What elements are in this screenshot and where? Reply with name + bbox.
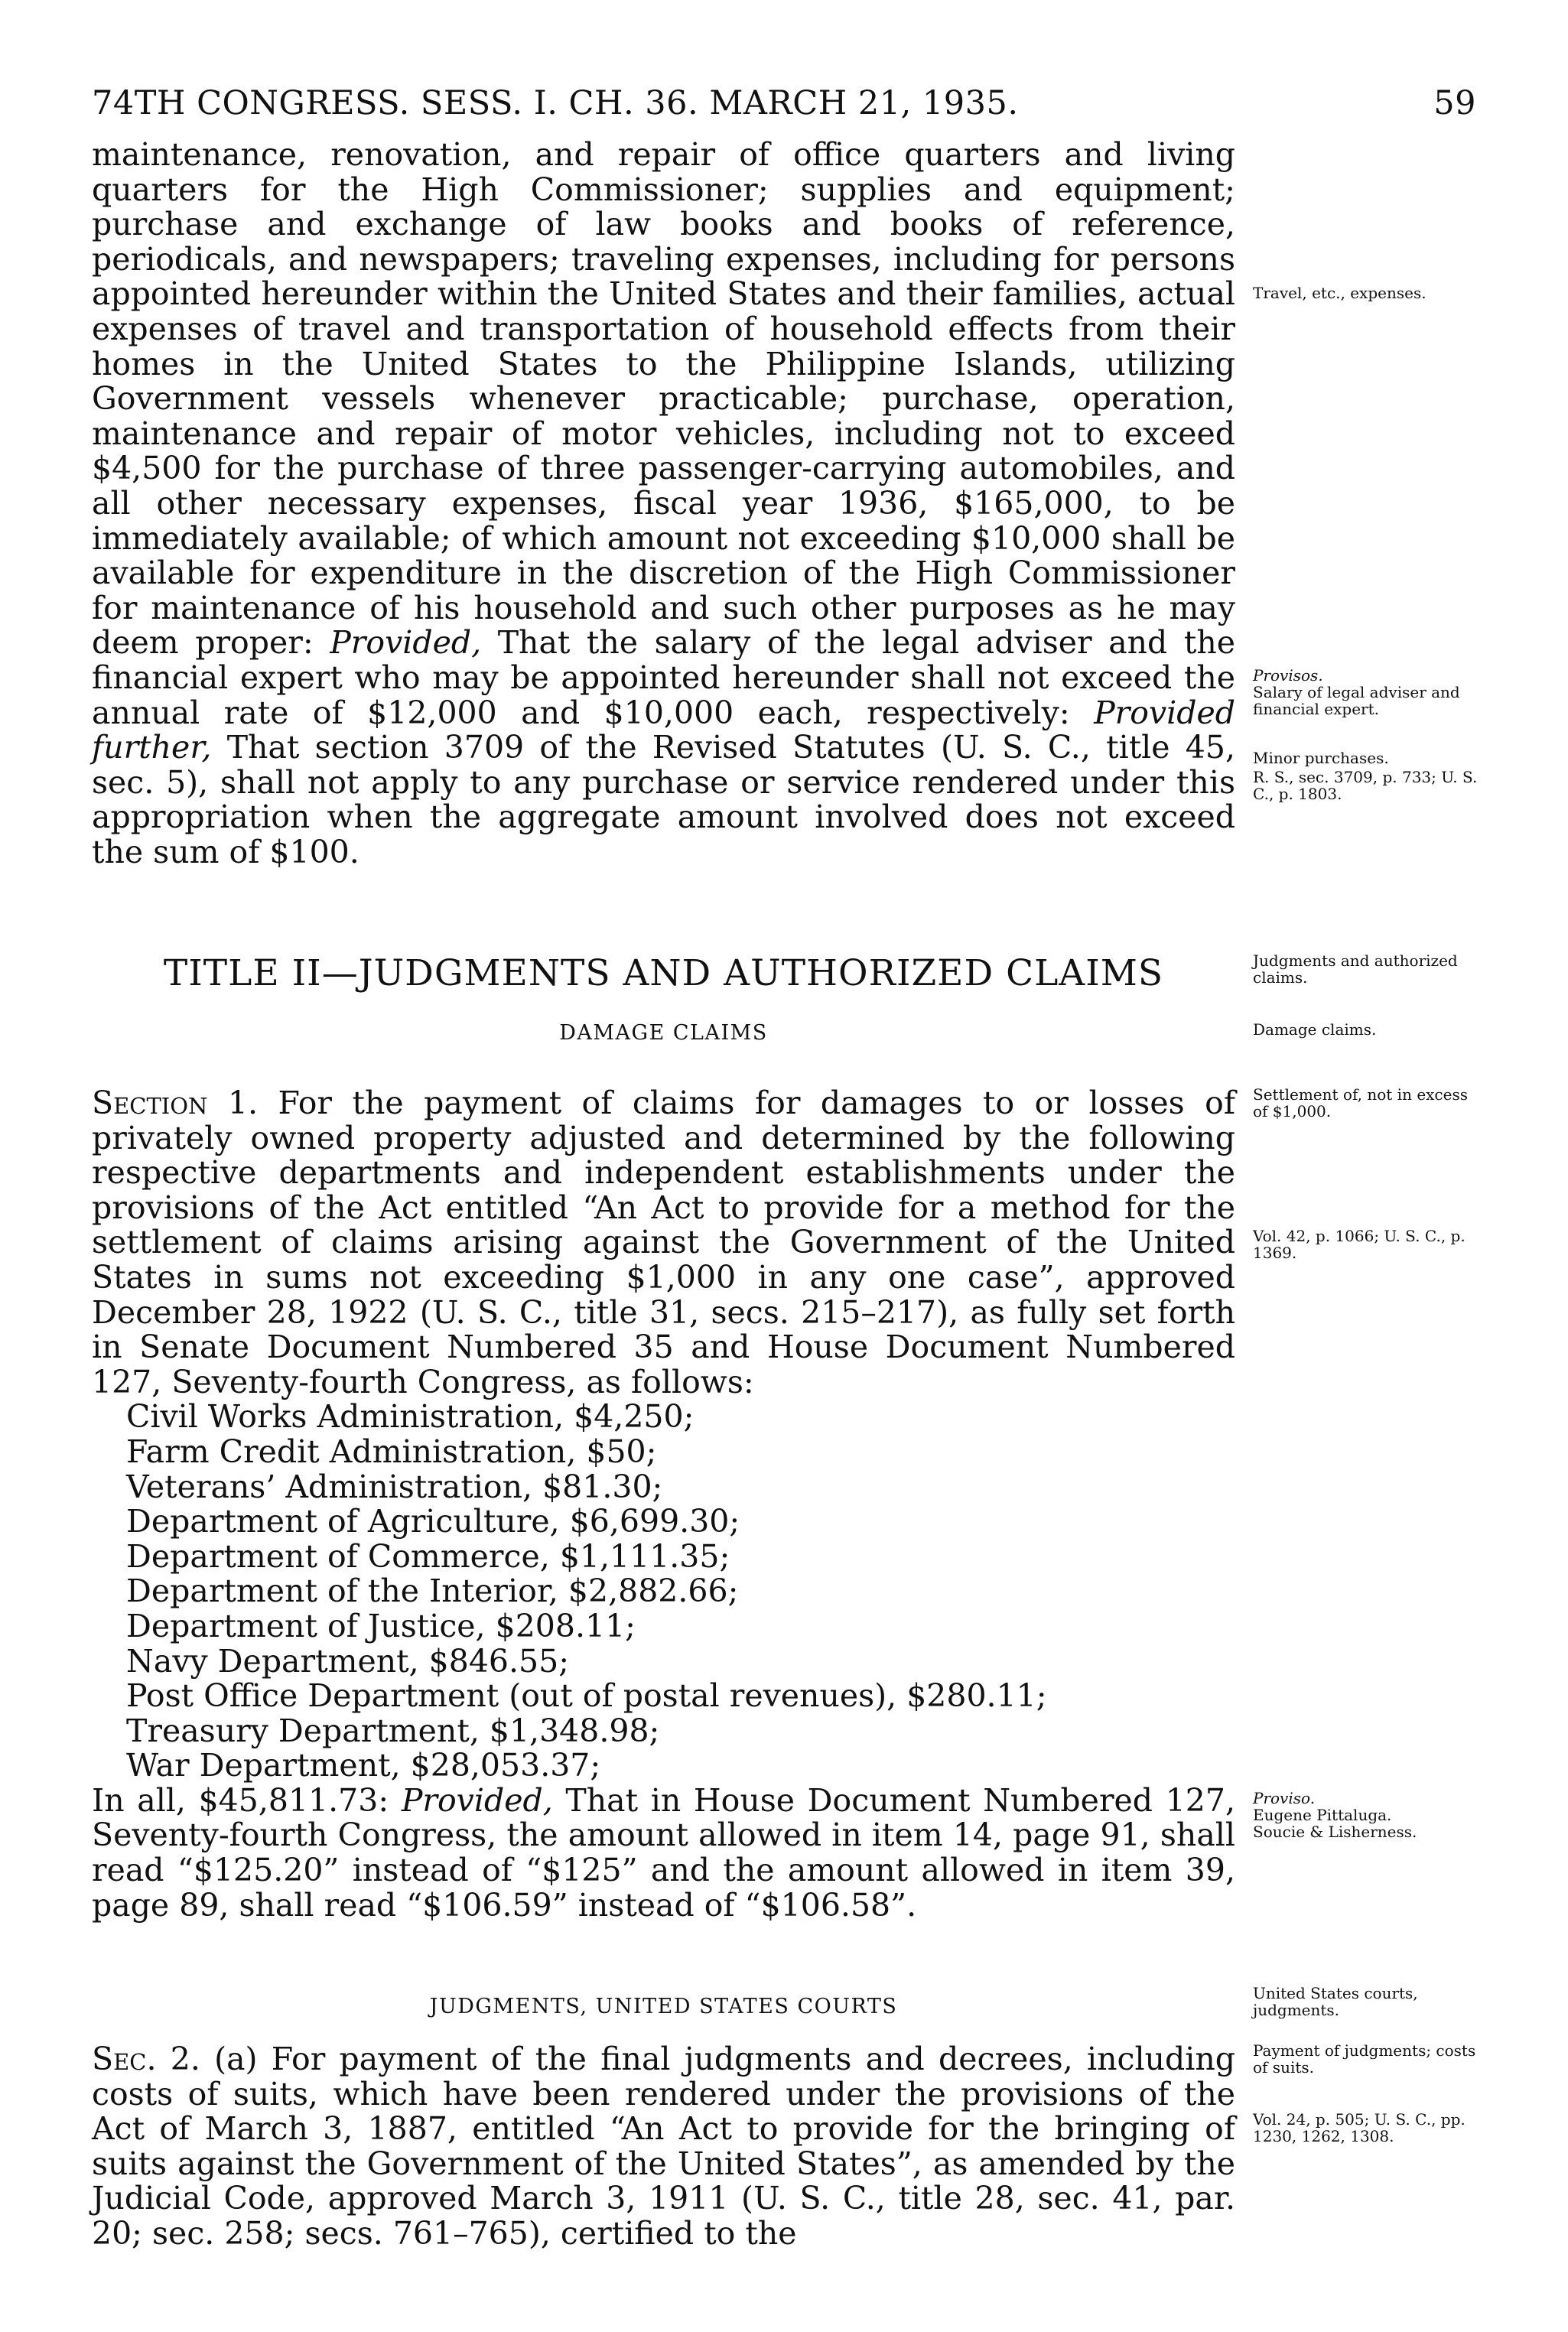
sidenote-vol24: Vol. 24, p. 505; U. S. C., pp. 1230, 1262, 1308.	[1253, 2110, 1466, 2145]
sidenote-settlement: Settlement of, not in excess of $1,000.	[1253, 1085, 1468, 1120]
claim-item: Farm Credit Administration, $50;	[126, 1433, 657, 1470]
sidenote-pittaluga: Eugene Pittaluga.	[1253, 1806, 1392, 1824]
section-1	[92, 1086, 1235, 1923]
claim-item: Department of Commerce, $1,111.35;	[126, 1537, 730, 1575]
claim-item: Department of the Interior, $2,882.66;	[126, 1573, 739, 1610]
sidenote-damage-claims: Damage claims.	[1253, 1020, 1377, 1039]
provided-italic: Provided,	[401, 1781, 553, 1819]
section-1-text: 1. For the payment of claims for damages to or losses of privately owned property adjusted and determined by the following respective departments and independent establishments under the provisions of the Act entitled “An Act to provide for a method for the settlement of claims arising against the Government of the United States in sums not exceeding $1,000 in any one case”, approved December 28, 1922 (U. S. C., title 31, secs. 215–217), as fully set forth in Senate Document Numbered 35 and House Document Numbered 127, Seventy-fourth Congress, as follows:	[92, 1085, 1235, 1400]
sec-label: Sec.	[92, 2041, 157, 2077]
proviso-heading: Proviso.	[1253, 1789, 1316, 1807]
sidenote-proviso-heading	[1253, 1790, 1482, 1807]
in-all-paragraph	[92, 1781, 1235, 1924]
sidenote-judgments-claims: Judgments and authorized claims.	[1253, 951, 1458, 987]
in-all-proviso-text: That in House Document Numbered 127, Seventy-fourth Congress, the amount allowed in item 14, page 91, shall read “$125.20” instead of “$125” and the amount allowed in item 39, page 89, shall read “$106.59” instead of “$106.58”.	[92, 1781, 1235, 1924]
sidenote-rs-reference: R. S., sec. 3709, p. 733; U. S. C., p. 1803.	[1253, 768, 1478, 803]
sidenote-us-courts: United States courts, judgments.	[1253, 1984, 1418, 2019]
paragraph-text	[92, 138, 1235, 870]
para1-part-b: That the salary of the legal adviser and the financial expert who may be appointed hereunder shall not exceed the annual rate of $12,000 and $10,000 each, respectively:	[92, 624, 1235, 731]
running-header	[92, 84, 1476, 122]
section-2-text: 2. (a) For payment of the final judgments and decrees, including costs of suits, which have been rendered under the provisions of the Act of March 3, 1887, entitled “An Act to provide for the bringing of suits against the Government of the United States”, as amended by the Judicial Code, approved March 3, 1911 (U. S. C., title 28, sec. 41, par. 20; sec. 258; secs. 761–765), certified to the	[92, 2041, 1235, 2252]
claim-item: Veterans’ Administration, $81.30;	[126, 1468, 663, 1505]
claim-item: Department of Justice, $208.11;	[126, 1607, 636, 1644]
in-all-text: In all, $45,811.73:	[92, 1781, 402, 1819]
sidenote-minor-purchases: Minor purchases.	[1253, 749, 1389, 767]
sidenote-vol42: Vol. 42, p. 1066; U. S. C., p. 1369.	[1253, 1227, 1466, 1262]
section-2	[92, 2042, 1235, 2252]
running-head: 74TH CONGRESS. SESS. I. CH. 36. MARCH 21, 1935.	[92, 84, 1019, 122]
provisos-heading: Provisos.	[1253, 666, 1323, 685]
para1-part-a: maintenance, renovation, and repair of office quarters and living quarters for the High Commissioner; supplies and equipment; purchase and exchange of law books and books of reference, periodicals, and newspapers; traveling expenses, including for persons appointed hereunder within the United States and their families, actual expenses of travel and transportation of household effects from their homes in the United States to the Philippine Islands, utilizing Government vessels whenever practicable; purchase, operation, maintenance and repair of motor vehicles, including not to exceed $4,500 for the purchase of three passenger-carrying automobiles, and all other necessary expenses, fiscal year 1936, $165,000, to be immediately available; of which amount not exceeding $10,000 shall be available for expenditure in the discretion of the High Commissioner for maintenance of his household and such other purposes as he may deem proper:	[92, 136, 1235, 662]
claim-item: Department of Agriculture, $6,699.30;	[126, 1503, 740, 1540]
subhead-judgments: JUDGMENTS, UNITED STATES COURTS	[429, 1995, 898, 2018]
subhead-damage-claims: DAMAGE CLAIMS	[559, 1021, 768, 1045]
sidenote-soucie: Soucie & Lisherness.	[1253, 1823, 1417, 1841]
claim-item: Navy Department, $846.55;	[126, 1642, 570, 1680]
claim-item: Treasury Department, $1,348.98;	[126, 1712, 660, 1749]
provided-italic: Provided,	[330, 624, 482, 662]
claim-item: Civil Works Administration, $4,250;	[126, 1398, 695, 1436]
section-label: Section	[92, 1085, 208, 1121]
page-number: 59	[1433, 84, 1476, 122]
para1-part-c: That section 3709 of the Revised Statutes (U. S. C., title 45, sec. 5), shall not apply to any purchase or service rendered under this appropriation when the aggregate amount involved does not exceed the sum of $100.	[92, 729, 1235, 870]
provided-further-italic: Provided further,	[92, 694, 1235, 766]
sidenote-payment: Payment of judgments; costs of suits.	[1253, 2041, 1476, 2077]
title-heading: TITLE II—JUDGMENTS AND AUTHORIZED CLAIMS	[163, 952, 1164, 994]
claim-item: War Department, $28,053.37;	[126, 1747, 601, 1784]
claim-item: Post Office Department (out of postal revenues), $280.11;	[126, 1677, 1047, 1715]
sidenote-provisos-heading	[1253, 667, 1482, 684]
sidenote-travel: Travel, etc., expenses.	[1253, 284, 1426, 302]
appropriation-paragraph	[92, 138, 1235, 870]
sidenote-salary: Salary of legal adviser and financial expert.	[1253, 683, 1460, 718]
